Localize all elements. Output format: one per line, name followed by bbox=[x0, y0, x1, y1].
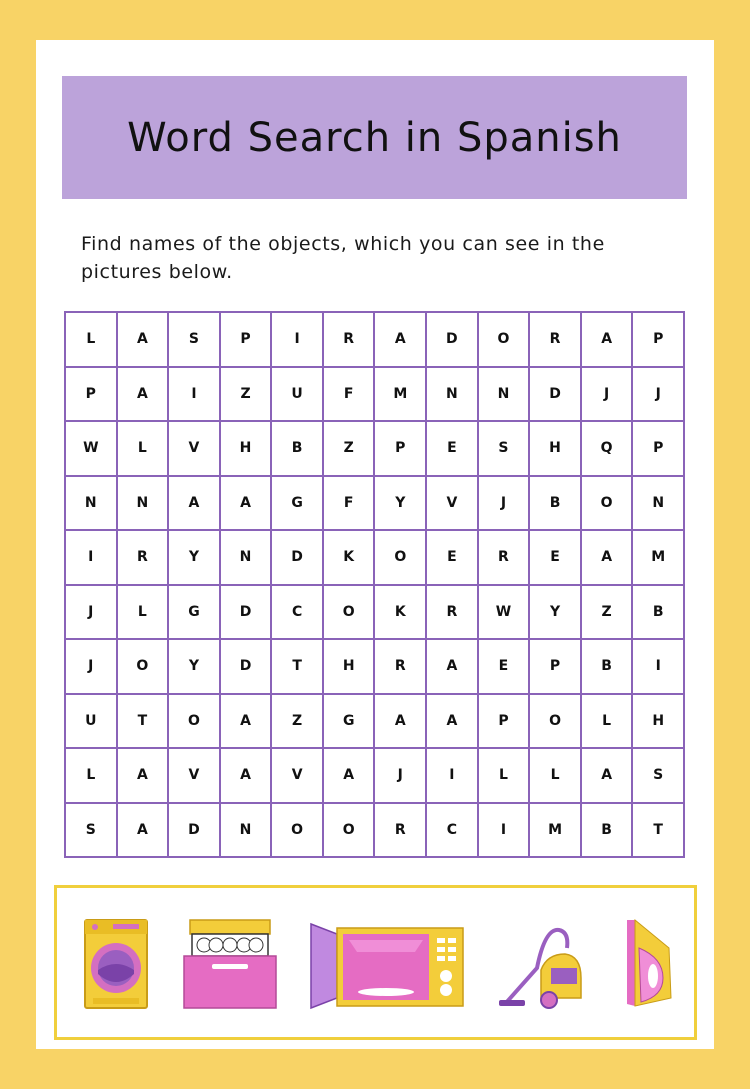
grid-cell[interactable]: R bbox=[374, 639, 426, 694]
microwave-icon bbox=[309, 918, 469, 1010]
grid-cell[interactable]: H bbox=[323, 639, 375, 694]
grid-cell[interactable]: Y bbox=[529, 585, 581, 640]
grid-cell[interactable]: O bbox=[374, 530, 426, 585]
grid-cell[interactable]: N bbox=[632, 476, 684, 531]
grid-cell[interactable]: Y bbox=[374, 476, 426, 531]
iron-icon bbox=[623, 918, 675, 1010]
grid-cell[interactable]: N bbox=[220, 803, 272, 858]
grid-cell[interactable]: Z bbox=[271, 694, 323, 749]
grid-cell[interactable]: W bbox=[65, 421, 117, 476]
grid-cell[interactable]: Y bbox=[168, 639, 220, 694]
grid-cell[interactable]: Q bbox=[581, 421, 633, 476]
grid-cell[interactable]: L bbox=[117, 421, 169, 476]
grid-cell[interactable]: Z bbox=[581, 585, 633, 640]
grid-cell[interactable]: V bbox=[271, 748, 323, 803]
grid-cell[interactable]: G bbox=[271, 476, 323, 531]
grid-cell[interactable]: U bbox=[65, 694, 117, 749]
grid-cell[interactable]: L bbox=[529, 748, 581, 803]
grid-cell[interactable]: P bbox=[632, 421, 684, 476]
grid-cell[interactable]: L bbox=[65, 748, 117, 803]
grid-cell[interactable]: M bbox=[374, 367, 426, 422]
grid-cell[interactable]: E bbox=[478, 639, 530, 694]
grid-cell[interactable]: L bbox=[581, 694, 633, 749]
grid-cell[interactable]: J bbox=[632, 367, 684, 422]
grid-cell[interactable]: P bbox=[632, 312, 684, 367]
grid-cell[interactable]: S bbox=[168, 312, 220, 367]
grid-cell[interactable]: J bbox=[65, 639, 117, 694]
grid-cell[interactable]: R bbox=[529, 312, 581, 367]
grid-cell[interactable]: A bbox=[374, 694, 426, 749]
grid-cell[interactable]: V bbox=[168, 748, 220, 803]
grid-cell[interactable]: A bbox=[581, 312, 633, 367]
grid-cell[interactable]: M bbox=[632, 530, 684, 585]
grid-cell[interactable]: W bbox=[478, 585, 530, 640]
grid-cell[interactable]: N bbox=[65, 476, 117, 531]
grid-cell[interactable]: H bbox=[632, 694, 684, 749]
grid-cell[interactable]: I bbox=[271, 312, 323, 367]
grid-cell[interactable]: N bbox=[478, 367, 530, 422]
washing-machine-icon bbox=[83, 918, 149, 1010]
grid-cell[interactable]: A bbox=[220, 748, 272, 803]
grid-cell[interactable]: E bbox=[426, 530, 478, 585]
grid-cell[interactable]: L bbox=[117, 585, 169, 640]
grid-cell[interactable]: D bbox=[271, 530, 323, 585]
grid-cell[interactable]: O bbox=[478, 312, 530, 367]
grid-cell[interactable]: A bbox=[374, 312, 426, 367]
grid-cell[interactable]: S bbox=[632, 748, 684, 803]
grid-cell[interactable]: O bbox=[529, 694, 581, 749]
grid-cell[interactable]: B bbox=[632, 585, 684, 640]
grid-cell[interactable]: D bbox=[220, 585, 272, 640]
grid-cell[interactable]: O bbox=[323, 585, 375, 640]
pictures-panel bbox=[54, 885, 697, 1040]
grid-cell[interactable]: I bbox=[478, 803, 530, 858]
grid-cell[interactable]: O bbox=[168, 694, 220, 749]
grid-cell[interactable]: R bbox=[117, 530, 169, 585]
grid-cell[interactable]: F bbox=[323, 367, 375, 422]
grid-cell[interactable]: Z bbox=[323, 421, 375, 476]
grid-cell[interactable]: P bbox=[478, 694, 530, 749]
grid-cell[interactable]: A bbox=[426, 694, 478, 749]
grid-cell[interactable]: I bbox=[65, 530, 117, 585]
dishwasher-icon bbox=[182, 918, 278, 1010]
grid-cell[interactable]: O bbox=[117, 639, 169, 694]
grid-cell[interactable]: I bbox=[632, 639, 684, 694]
grid-cell[interactable]: A bbox=[426, 639, 478, 694]
vacuum-cleaner-icon bbox=[497, 918, 587, 1010]
grid-cell[interactable]: O bbox=[581, 476, 633, 531]
page-title: Word Search in Spanish bbox=[127, 114, 622, 161]
grid-cell[interactable]: M bbox=[529, 803, 581, 858]
grid-cell[interactable]: L bbox=[478, 748, 530, 803]
grid-cell[interactable]: K bbox=[374, 585, 426, 640]
grid-cell[interactable]: A bbox=[220, 694, 272, 749]
grid-cell[interactable]: T bbox=[117, 694, 169, 749]
grid-cell[interactable]: T bbox=[271, 639, 323, 694]
grid-cell[interactable]: R bbox=[478, 530, 530, 585]
grid-cell[interactable]: D bbox=[426, 312, 478, 367]
grid-cell[interactable]: A bbox=[117, 312, 169, 367]
grid-cell[interactable]: I bbox=[426, 748, 478, 803]
grid-cell[interactable]: A bbox=[220, 476, 272, 531]
grid-cell[interactable]: P bbox=[220, 312, 272, 367]
grid-cell[interactable]: D bbox=[220, 639, 272, 694]
instructions: Find names of the objects, which you can see in the pictures below. bbox=[81, 233, 605, 283]
grid-cell[interactable]: C bbox=[426, 803, 478, 858]
grid-cell[interactable]: B bbox=[271, 421, 323, 476]
grid-cell[interactable]: H bbox=[529, 421, 581, 476]
grid-cell[interactable]: J bbox=[65, 585, 117, 640]
grid-cell[interactable]: S bbox=[65, 803, 117, 858]
grid-cell[interactable]: A bbox=[581, 748, 633, 803]
grid-cell[interactable]: Z bbox=[220, 367, 272, 422]
grid-cell[interactable]: R bbox=[323, 312, 375, 367]
grid-cell[interactable]: K bbox=[323, 530, 375, 585]
grid-cell[interactable]: F bbox=[323, 476, 375, 531]
grid-cell[interactable]: V bbox=[426, 476, 478, 531]
grid-cell[interactable]: P bbox=[529, 639, 581, 694]
worksheet bbox=[36, 40, 714, 1049]
grid-cell[interactable]: O bbox=[323, 803, 375, 858]
grid-cell[interactable]: T bbox=[632, 803, 684, 858]
grid-cell[interactable]: A bbox=[168, 476, 220, 531]
grid-cell[interactable]: E bbox=[529, 530, 581, 585]
title-banner bbox=[62, 76, 687, 199]
grid-cell[interactable]: B bbox=[529, 476, 581, 531]
grid-cell[interactable]: S bbox=[478, 421, 530, 476]
grid-cell[interactable]: A bbox=[117, 367, 169, 422]
grid-cell[interactable]: N bbox=[117, 476, 169, 531]
grid-cell[interactable]: J bbox=[374, 748, 426, 803]
grid-cell[interactable]: J bbox=[581, 367, 633, 422]
grid-cell[interactable]: A bbox=[117, 748, 169, 803]
grid-cell[interactable]: C bbox=[271, 585, 323, 640]
grid-cell[interactable]: G bbox=[323, 694, 375, 749]
grid-cell[interactable]: L bbox=[65, 312, 117, 367]
grid-cell[interactable]: J bbox=[478, 476, 530, 531]
grid-cell[interactable]: G bbox=[168, 585, 220, 640]
grid-cell[interactable]: D bbox=[529, 367, 581, 422]
grid-cell[interactable]: D bbox=[168, 803, 220, 858]
grid-cell[interactable]: P bbox=[374, 421, 426, 476]
grid-cell[interactable]: H bbox=[220, 421, 272, 476]
grid-cell[interactable]: B bbox=[581, 639, 633, 694]
grid-cell[interactable]: A bbox=[117, 803, 169, 858]
word-search-grid bbox=[64, 311, 685, 858]
grid-cell[interactable]: P bbox=[65, 367, 117, 422]
grid-cell[interactable]: N bbox=[426, 367, 478, 422]
grid-cell[interactable]: N bbox=[220, 530, 272, 585]
grid-cell[interactable]: A bbox=[323, 748, 375, 803]
grid-cell[interactable]: V bbox=[168, 421, 220, 476]
grid-cell[interactable]: E bbox=[426, 421, 478, 476]
grid-cell[interactable]: R bbox=[374, 803, 426, 858]
grid-cell[interactable]: O bbox=[271, 803, 323, 858]
grid-cell[interactable]: Y bbox=[168, 530, 220, 585]
grid-cell[interactable]: A bbox=[581, 530, 633, 585]
grid-cell[interactable]: U bbox=[271, 367, 323, 422]
grid-cell[interactable]: R bbox=[426, 585, 478, 640]
grid-cell[interactable]: I bbox=[168, 367, 220, 422]
grid-cell[interactable]: B bbox=[581, 803, 633, 858]
